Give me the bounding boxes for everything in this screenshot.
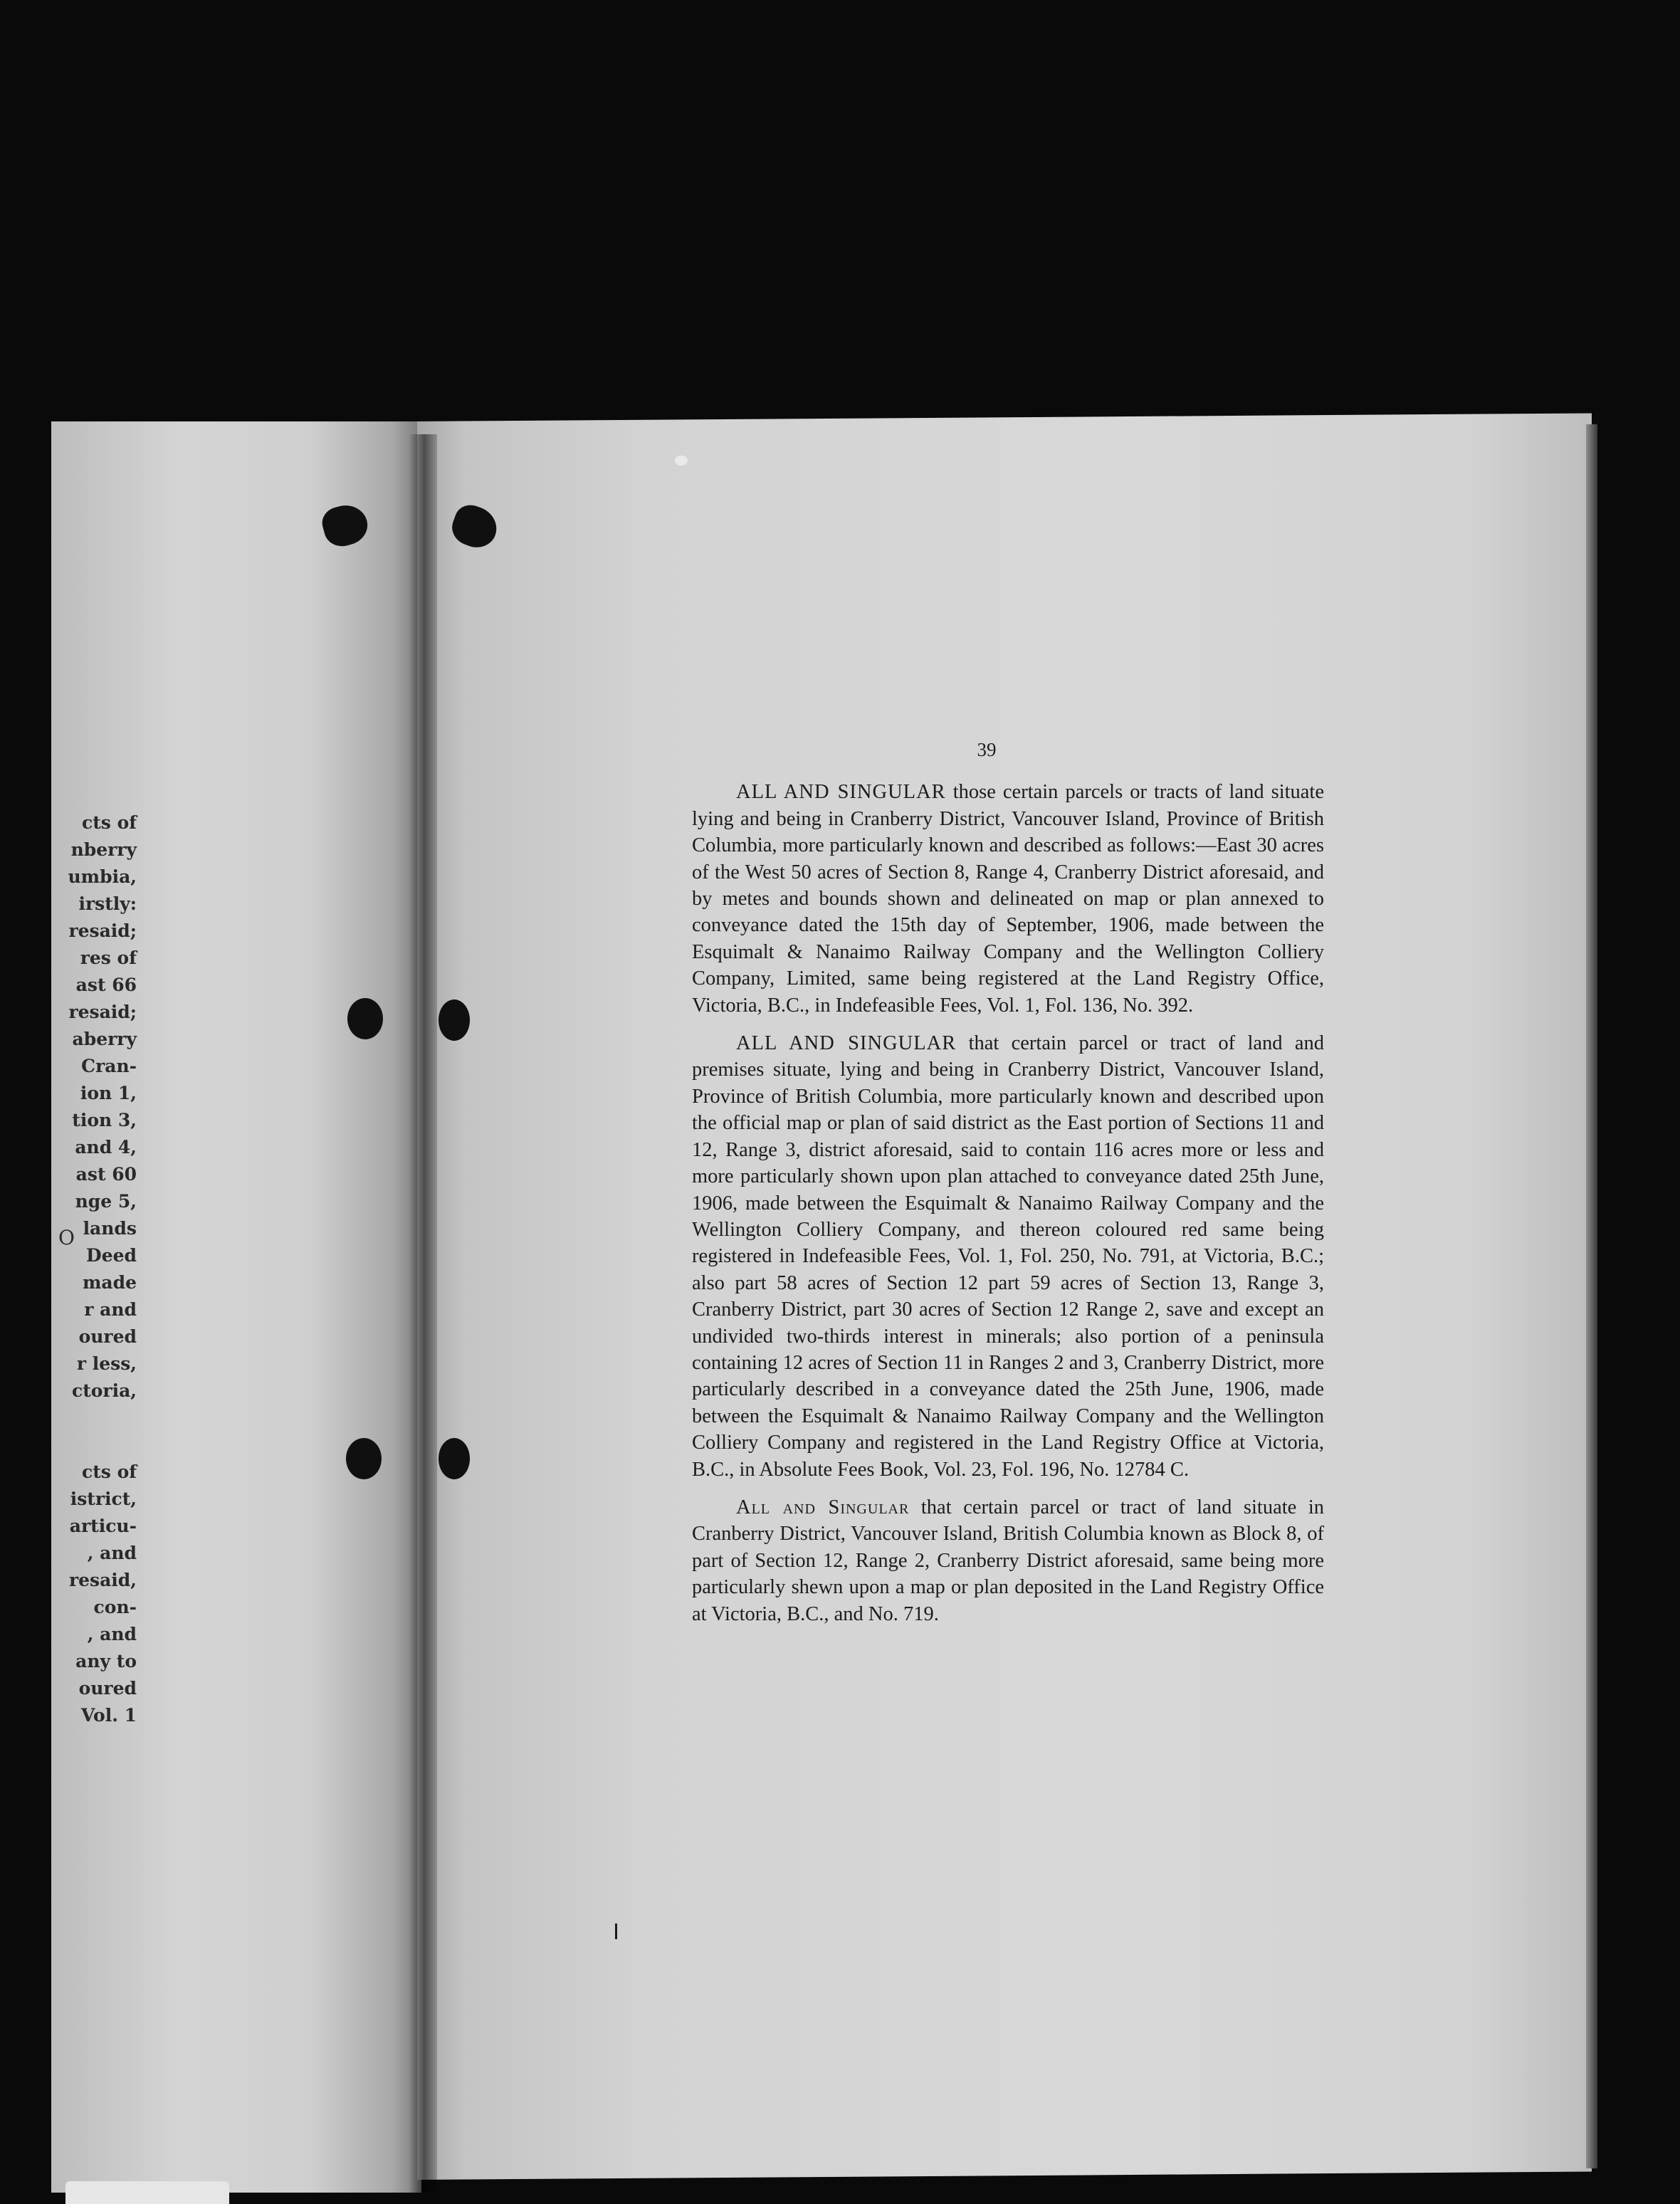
page-gutter-shadow: [409, 434, 437, 2193]
paragraph-body: those certain parcels or tracts of land situate lying and being in Cranberry District, Vancouver Island, Province of British Columbia, more particularly known and described as follows:—East 30 acres of the West 50 acres of Section 8, Range 4, Cranberry District aforesaid, and by metes and bounds shown and delineated on map or plan annexed to conveyance dated the 15th day of September, 1906, made between the Esquimalt & Nanaimo Railway Company and the Wellington Colliery Company, Limited, same being registered at the Land Registry Office, Victoria, B.C., in Indefeasible Fees, Vol. 1, Fol. 136, No. 392.: [692, 781, 1324, 1017]
left-page-heading-fragment: O: [58, 1226, 75, 1249]
left-line: resaid;: [68, 920, 137, 941]
left-line: and 4,: [75, 1137, 137, 1158]
paragraph-lead: All and Singular: [736, 1496, 910, 1518]
binder-hole: [439, 999, 470, 1041]
left-line: , and: [87, 1624, 137, 1644]
left-line: articu-: [69, 1516, 137, 1536]
left-line: r less,: [76, 1353, 137, 1374]
left-line: Cran-: [81, 1056, 137, 1076]
left-line: nge 5,: [75, 1191, 137, 1212]
left-line: nberry: [70, 839, 137, 860]
left-line: lands: [83, 1218, 137, 1239]
left-line: aberry: [72, 1029, 137, 1049]
page-text: [692, 737, 1324, 1639]
left-line: con-: [93, 1597, 137, 1617]
left-line: oured: [78, 1678, 137, 1699]
left-page-text-fragments: [51, 809, 137, 1729]
left-line: oured: [78, 1326, 137, 1347]
paragraph-body: that certain parcel or tract of land and premises situate, lying and being in Cranberry District, Vancouver Island, Province of British Columbia, more particularly known and described upon the official map or plan of said district as the East portion of Sections 11 and 12, Range 3, district aforesaid, said to contain 116 acres more or less and more particularly shown upon plan attached to conveyance dated 25th June, 1906, made between the Esquimalt & Nanaimo Railway Company and the Wellington Colliery Company, and thereon coloured red same being registered in Indefeasible Fees, Vol. 1, Fol. 250, No. 791, at Victoria, B.C.; also part 58 acres of Section 12 part 59 acres of Section 13, Range 3, Cranberry District, part 30 acres of Section 12 Range 2, save and except an undivided two-thirds interest in minerals; also portion of a peninsula containing 12 acres of Section 11 in Ranges 2 and 3, Cranberry District, more particularly described in a conveyance dated the 25th June, 1906, made between the Esquimalt & Nanaimo Railway Company and the Wellington Colliery Company and registered in the Land Registry Office at Victoria, B.C., in Absolute Fees Book, Vol. 23, Fol. 196, No. 12784 C.: [692, 1032, 1324, 1481]
binder-hole: [347, 998, 383, 1039]
left-line: , and: [87, 1543, 137, 1563]
binder-hole: [439, 1438, 470, 1479]
binder-hole: [346, 1438, 382, 1479]
left-line: ion 1,: [80, 1083, 137, 1103]
left-line: resaid;: [68, 1002, 137, 1022]
left-line: ast 66: [75, 975, 137, 995]
scan-label-tab: [65, 2181, 229, 2204]
paper-mark: [615, 1924, 617, 1939]
left-line: Deed: [86, 1245, 137, 1266]
left-line-gap: [51, 1405, 137, 1432]
page-edge: [1586, 424, 1597, 2168]
left-line: ctoria,: [71, 1380, 137, 1401]
paragraph-3: [692, 1494, 1324, 1627]
paragraph-1: [692, 779, 1324, 1019]
left-line: Vol. 1: [80, 1705, 137, 1726]
paragraph-lead: ALL AND SINGULAR: [736, 781, 946, 804]
left-line: umbia,: [68, 866, 137, 887]
left-line: cts of: [82, 812, 137, 833]
left-line: res of: [80, 948, 137, 968]
previous-page: [51, 421, 421, 2193]
left-line: resaid,: [68, 1570, 137, 1590]
left-line: irstly:: [78, 893, 137, 914]
paragraph-lead: ALL AND SINGULAR: [736, 1032, 957, 1055]
left-line: ast 60: [75, 1164, 137, 1185]
left-line: istrict,: [70, 1489, 137, 1509]
left-line: tion 3,: [72, 1110, 137, 1130]
left-line-gap: [51, 1432, 137, 1459]
page-number: 39: [977, 739, 997, 760]
paper-speck: [675, 456, 688, 466]
left-line: made: [82, 1272, 137, 1293]
paragraph-2: [692, 1030, 1324, 1483]
left-line: any to: [75, 1651, 137, 1672]
paragraph-body: that certain parcel or tract of land situate in Cranberry District, Vancouver Island, British Columbia known as Block 8, of part of Section 12, Range 2, Cranberry District aforesaid, same being more particularly shewn upon a map or plan deposited in the Land Registry Office at Victoria, B.C., and No. 719.: [692, 1496, 1325, 1625]
left-line: r and: [84, 1299, 137, 1320]
left-line: cts of: [82, 1462, 137, 1482]
